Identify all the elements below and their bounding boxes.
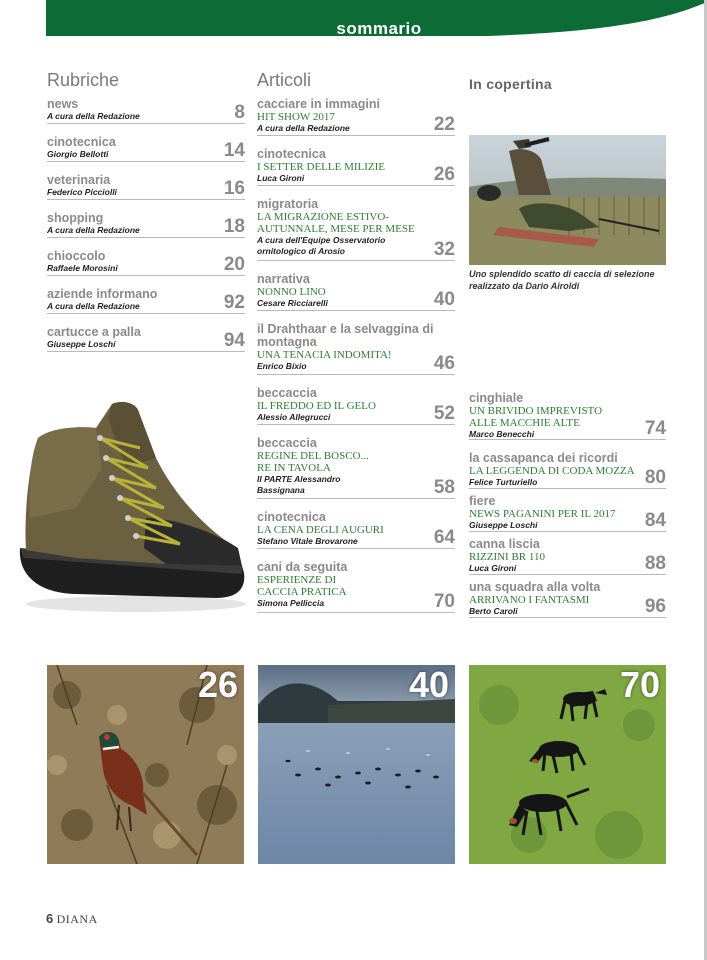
entry-page: 58 — [433, 477, 455, 498]
entry-page: 40 — [433, 289, 455, 310]
toc-entry[interactable] — [257, 148, 455, 186]
entry-category: beccaccia — [257, 386, 317, 400]
thumb-page-number: 40 — [408, 665, 449, 705]
toc-entry[interactable] — [47, 326, 245, 352]
entry-category: shopping — [47, 211, 104, 225]
entry-category: narrativa — [257, 272, 310, 286]
entry-category: news — [47, 97, 79, 111]
heading-copertina: In copertina — [469, 76, 552, 92]
toc-entry[interactable] — [47, 174, 245, 200]
entry-title: RIZZINI BR 110 — [469, 551, 545, 563]
entry-page: 20 — [223, 254, 245, 275]
toc-entry[interactable] — [469, 392, 666, 440]
toc-entry[interactable] — [257, 323, 455, 375]
entry-category: canna liscia — [469, 537, 540, 551]
copertina-list — [469, 392, 666, 618]
toc-entry[interactable] — [469, 495, 666, 532]
page-title: sommario — [336, 19, 422, 38]
entry-author: Stefano Vitale Brovarone — [257, 536, 358, 546]
entry-title: LA LEGGENDA DI CODA MOZZA — [469, 465, 635, 477]
toc-entry[interactable] — [47, 212, 245, 238]
entry-page: 18 — [223, 216, 245, 237]
entry-author: Giuseppe Loschi — [47, 339, 116, 349]
entry-page: 14 — [223, 140, 245, 161]
toc-entry[interactable] — [47, 136, 245, 162]
entry-title: UN BRIVIDO IMPREVISTO ALLE MACCHIE ALTE — [469, 405, 603, 429]
magazine-name: DIANA — [56, 912, 98, 926]
entry-category: beccaccia — [257, 436, 317, 450]
cover-caption: Uno splendido scatto di caccia di selezione realizzato da Dario Airoldi — [469, 269, 655, 291]
entry-page: 8 — [234, 102, 245, 123]
entry-page: 74 — [644, 418, 666, 439]
toc-entry[interactable] — [257, 273, 455, 311]
entry-title: NONNO LINO — [257, 286, 326, 298]
toc-entry[interactable] — [257, 387, 455, 425]
entry-author: Luca Gironi — [257, 173, 305, 183]
entry-author: Marco Benecchi — [469, 429, 535, 439]
articoli-list — [257, 98, 455, 613]
entry-author: A cura dell'Equipe Osservatorio ornitologico di Arosio — [257, 235, 386, 256]
toc-entry[interactable] — [469, 581, 666, 618]
entry-page: 16 — [223, 178, 245, 199]
entry-title: UNA TENACIA INDOMITA! — [257, 349, 392, 361]
entry-title: I SETTER DELLE MILIZIE — [257, 161, 385, 173]
hunters-photo — [469, 135, 666, 265]
rubriche-list — [47, 98, 245, 352]
thumb-page-number: 70 — [619, 665, 660, 705]
entry-title: LA MIGRAZIONE ESTIVO-AUTUNNALE, MESE PER MESE — [257, 211, 415, 235]
entry-title: IL FREDDO ED IL GELO — [257, 400, 376, 412]
entry-author: A cura della Redazione — [47, 301, 140, 311]
toc-entry[interactable] — [469, 452, 666, 489]
header-banner — [46, 0, 707, 36]
toc-entry[interactable] — [469, 538, 666, 575]
entry-category: cinotecnica — [47, 135, 116, 149]
toc-entry[interactable] — [257, 198, 455, 261]
thumb-page-number: 26 — [197, 665, 238, 705]
entry-page: 96 — [644, 596, 666, 617]
entry-page: 32 — [433, 239, 455, 260]
entry-title: ARRIVANO I FANTASMI — [469, 594, 590, 606]
entry-category: una squadra alla volta — [469, 580, 601, 594]
entry-category: fiere — [469, 494, 496, 508]
entry-page: 22 — [433, 114, 455, 135]
entry-author: Federico Picciolli — [47, 187, 117, 197]
entry-page: 80 — [644, 467, 666, 488]
pheasant-photo[interactable] — [47, 665, 244, 864]
entry-title: LA CENA DEGLI AUGURI — [257, 524, 384, 536]
toc-entry[interactable] — [47, 288, 245, 314]
entry-author: II PARTE Alessandro Bassignana — [257, 474, 341, 495]
entry-author: Cesare Ricciarelli — [257, 298, 328, 308]
hiking-boot-image — [16, 398, 248, 618]
entry-category: cinotecnica — [257, 510, 326, 524]
toc-entry[interactable] — [257, 561, 455, 613]
entry-page: 26 — [433, 164, 455, 185]
entry-page: 46 — [433, 353, 455, 374]
toc-entry[interactable] — [257, 511, 455, 549]
entry-page: 88 — [644, 553, 666, 574]
entry-author: Enrico Bixio — [257, 361, 307, 371]
toc-entry[interactable] — [257, 437, 455, 499]
entry-category: veterinaria — [47, 173, 111, 187]
page-footer — [46, 911, 98, 927]
entry-category: aziende informano — [47, 287, 158, 301]
entry-author: Berto Caroli — [469, 606, 518, 616]
footer-page-number: 6 — [46, 911, 54, 926]
entry-category: cani da seguita — [257, 560, 348, 574]
entry-page: 94 — [223, 330, 245, 351]
entry-author: A cura della Redazione — [47, 225, 140, 235]
entry-category: chioccolo — [47, 249, 106, 263]
entry-page: 92 — [223, 292, 245, 313]
entry-author: A cura della Redazione — [47, 111, 140, 121]
toc-entry[interactable] — [47, 250, 245, 276]
toc-entry[interactable] — [257, 98, 455, 136]
entry-category: cartucce a palla — [47, 325, 141, 339]
heading-rubriche: Rubriche — [47, 70, 120, 90]
lake-photo[interactable] — [258, 665, 455, 864]
entry-title: REGINE DEL BOSCO... RE IN TAVOLA — [257, 450, 369, 474]
entry-title: NEWS PAGANINI PER IL 2017 — [469, 508, 616, 520]
entry-author: Raffaele Morosini — [47, 263, 118, 273]
entry-page: 70 — [433, 591, 455, 612]
entry-category: cacciare in immagini — [257, 97, 380, 111]
entry-author: Simona Pelliccia — [257, 598, 325, 608]
entry-author: A cura della Redazione — [257, 123, 350, 133]
entry-category: cinghiale — [469, 391, 524, 405]
entry-author: Giorgio Bellotti — [47, 149, 109, 159]
entry-page: 64 — [433, 527, 455, 548]
entry-page: 52 — [433, 403, 455, 424]
entry-author: Luca Gironi — [469, 563, 517, 573]
entry-author: Giuseppe Loschi — [469, 520, 538, 530]
entry-category: migratoria — [257, 197, 319, 211]
entry-author: Alessio Allegrucci — [257, 412, 331, 422]
entry-title: ESPERIENZE DI CACCIA PRATICA — [257, 574, 347, 598]
entry-title: HIT SHOW 2017 — [257, 111, 335, 123]
entry-author: Felice Turturiello — [469, 477, 538, 487]
toc-entry[interactable] — [47, 98, 245, 124]
heading-articoli: Articoli — [257, 70, 312, 90]
hounds-photo[interactable] — [469, 665, 666, 864]
entry-category: la cassapanca dei ricordi — [469, 451, 618, 465]
entry-category: cinotecnica — [257, 147, 326, 161]
entry-page: 84 — [644, 510, 666, 531]
entry-category: il Drahthaar e la selvaggina di montagna — [257, 322, 434, 349]
